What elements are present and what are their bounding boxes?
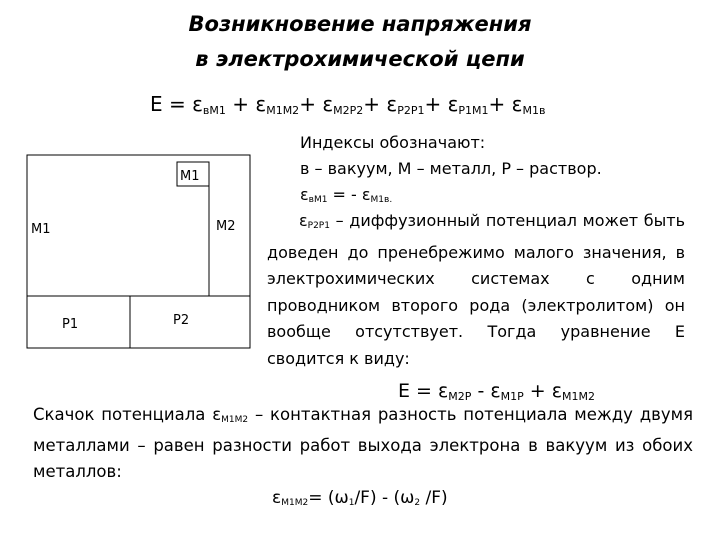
label-m1-top: М1 <box>180 169 200 184</box>
reduced-eq-sub-2: М1Р <box>500 390 524 403</box>
bottom-eq-sub-1: 1 <box>348 498 355 508</box>
bottom-eq-subscript: М1М2 <box>281 498 309 508</box>
bottom-eq-part-2: /F) - (ω <box>354 488 415 508</box>
reduced-eq-sub-3: М1М2 <box>562 390 596 403</box>
operator: + <box>363 92 387 116</box>
reduced-equation <box>398 380 595 403</box>
reduced-eq-mid: - ε <box>471 380 501 402</box>
reduced-eq-sub-1: М2Р <box>448 390 472 403</box>
legend-line: в – вакуум, М – металл, Р – раствор. <box>300 159 602 178</box>
paragraph-epsilon: ε <box>299 211 308 230</box>
term-subscript: М2Р2 <box>333 104 364 117</box>
operator: + <box>225 92 256 116</box>
main-equation <box>150 92 545 117</box>
bottom-eq-sub-2: 2 <box>414 498 421 508</box>
term-epsilon: ε <box>255 92 267 116</box>
electrolyte-bath <box>27 296 250 348</box>
reduced-eq-mid-2: + ε <box>523 380 563 402</box>
term-subscript: вМ1 <box>202 104 226 117</box>
operator: + <box>488 92 512 116</box>
term-epsilon: ε <box>322 92 334 116</box>
term-subscript: Р2Р1 <box>397 104 425 117</box>
equation-lhs: E = <box>150 92 193 116</box>
bottom-eq-epsilon: ε <box>272 488 282 508</box>
legend-subscript-1: вМ1 <box>308 195 328 205</box>
paragraph-subscript: Р2Р1 <box>307 221 330 231</box>
title-line-2: в электрохимической цепи <box>195 47 525 71</box>
term-epsilon: ε <box>511 92 523 116</box>
term-epsilon: ε <box>447 92 459 116</box>
label-p2: Р2 <box>173 313 190 328</box>
bottom-eq-end: /F) <box>420 488 448 508</box>
term-subscript: М1в <box>522 104 546 117</box>
operator: + <box>424 92 448 116</box>
paragraph-text: – диффузионный потенциал может быть доведен до пренебрежимо малого значения, в электрохимических системах с одним проводником второго рода (электролитом) он вообще отсутствует. Тогда уравнение E сводится к виду: <box>267 211 685 368</box>
term-subscript: Р1М1 <box>458 104 489 117</box>
label-m2: М2 <box>216 219 236 234</box>
term-subscript: М1М2 <box>266 104 300 117</box>
cell-diagram <box>0 150 270 360</box>
legend-epsilon: ε <box>300 185 309 204</box>
contact-potential-paragraph <box>33 402 693 485</box>
title-line-1: Возникновение напряжения <box>188 12 532 36</box>
reduced-eq-lhs: E = ε <box>398 380 449 402</box>
operator: + <box>299 92 323 116</box>
term-epsilon: ε <box>386 92 398 116</box>
bottom-paragraph-pre: Скачок потенциала ε <box>33 405 222 424</box>
legend-eq-mid: = - ε <box>327 185 371 204</box>
label-m1-left: М1 <box>31 222 51 237</box>
term-epsilon: ε <box>192 92 203 116</box>
bottom-eq-part-1: = (ω <box>308 488 349 508</box>
bottom-paragraph-subscript: М1М2 <box>221 415 249 425</box>
bottom-paragraph-text: – контактная разность потенциала между двумя металлами – равен разности работ выхода электрона в вакуум из обоих металлов: <box>33 405 693 481</box>
diffusion-paragraph <box>267 208 685 372</box>
label-p1: Р1 <box>62 317 79 332</box>
legend-title: Индексы обозначают: <box>300 133 486 152</box>
legend-subscript-2: М1в. <box>370 195 393 205</box>
work-function-equation <box>272 488 448 508</box>
